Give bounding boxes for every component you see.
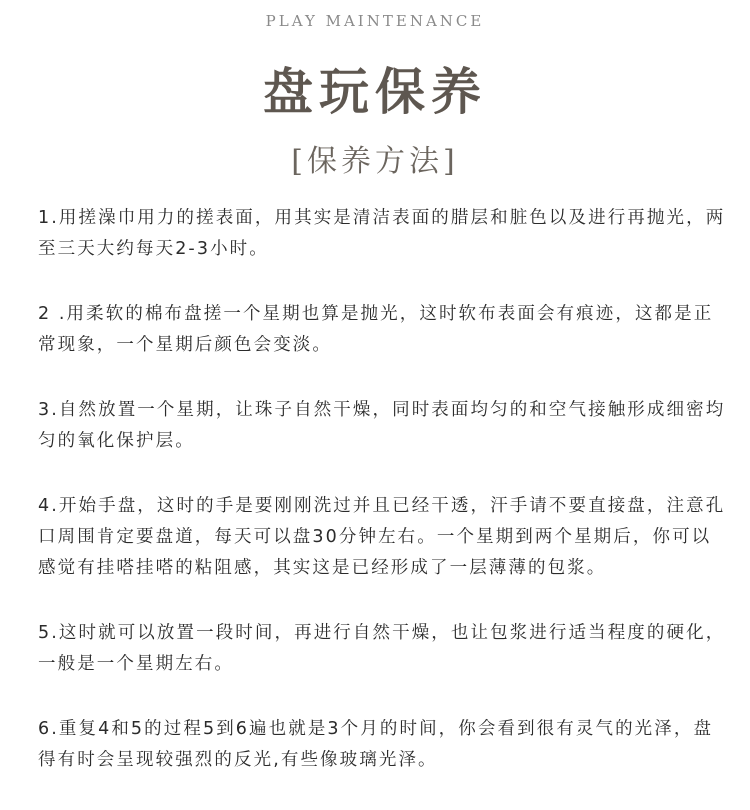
page-title: 盘玩保养 (263, 62, 487, 121)
step-6: 6.重复4和5的过程5到6遍也就是3个月的时间，你会看到很有灵气的光泽，盘得有时会呈现较强烈的反光,有些像玻璃光泽。 (38, 719, 714, 770)
step-2: 2 .用柔软的棉布盘搓一个星期也算是抛光，这时软布表面会有痕迹，这都是正常现象，一个星期后颜色会变淡。 (38, 304, 714, 355)
steps-list (38, 203, 728, 810)
step-3: 3.自然放置一个星期，让珠子自然干燥，同时表面均匀的和空气接触形成细密均匀的氧化保护层。 (38, 400, 726, 451)
step-4: 4.开始手盘，这时的手是要刚刚洗过并且已经干透，汗手请不要直接盘，注意孔口周围肯定要盘道，每天可以盘30分钟左右。一个星期到两个星期后，你可以感觉有挂嗒挂嗒的粘阻感，其实这是已经形成了一层薄薄的包浆。 (38, 496, 726, 578)
step-1: 1.用搓澡巾用力的搓表面，用其实是清洁表面的腊层和脏色以及进行再抛光，两至三天大约每天2-3小时。 (38, 208, 726, 259)
section-subtitle: [保养方法] (291, 144, 459, 179)
section-eyebrow: PLAY MAINTENANCE (265, 12, 485, 30)
step-5: 5.这时就可以放置一段时间，再进行自然干燥，也让包浆进行适当程度的硬化，一般是一个星期左右。 (38, 623, 726, 674)
